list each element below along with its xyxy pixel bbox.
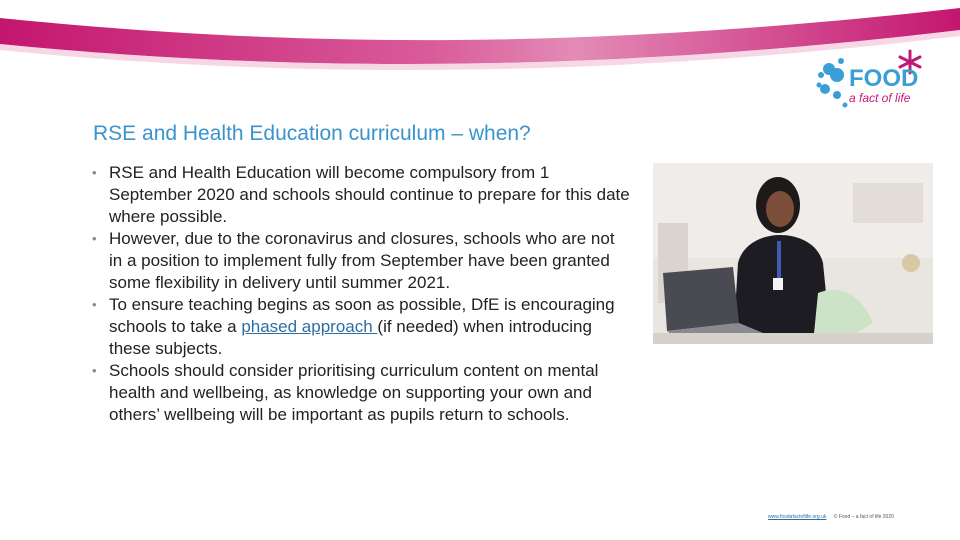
bullet-list: [92, 162, 632, 426]
bullet-text: Schools should consider prioritising curriculum content on mental health and wellbeing, as knowledge on supporting your own and others’ wellbeing will be important as pupils return to schools.: [109, 361, 599, 424]
bullet-item: [92, 360, 632, 426]
bullet-dot-icon: •: [92, 297, 97, 312]
bullet-item: [92, 294, 632, 360]
bullet-dot-icon: •: [92, 231, 97, 246]
logo-tagline: a fact of life: [849, 91, 911, 105]
food-a-fact-of-life-logo: [815, 45, 935, 120]
bullet-text-before-link: To ensure teaching begins as soon as possible, DfE is encouraging schools to take a: [109, 295, 615, 336]
teacher-at-laptop-photo: [653, 163, 933, 344]
phased-approach-link[interactable]: phased approach: [241, 317, 378, 336]
bullet-text-after-link: (if needed) when introducing these subjects.: [109, 317, 592, 358]
logo-word: FOOD: [849, 65, 919, 92]
bullet-dot-icon: •: [92, 363, 97, 378]
footer: [768, 514, 894, 520]
bullet-text: However, due to the coronavirus and closures, schools who are not in a position to implement fully from September have been granted some flexibility in delivery until summer 2021.: [109, 229, 615, 292]
bullet-dot-icon: •: [92, 165, 97, 180]
bullet-item: [92, 162, 632, 228]
bullet-item: [92, 228, 632, 294]
footer-copyright: © Food – a fact of life 2020: [833, 514, 894, 520]
footer-url-link[interactable]: www.foodafactoflife.org.uk: [768, 514, 827, 520]
bullet-text: RSE and Health Education will become compulsory from 1 September 2020 and schools should continue to prepare for this date where possible.: [109, 163, 630, 226]
slide-title: RSE and Health Education curriculum – when?: [93, 122, 531, 145]
